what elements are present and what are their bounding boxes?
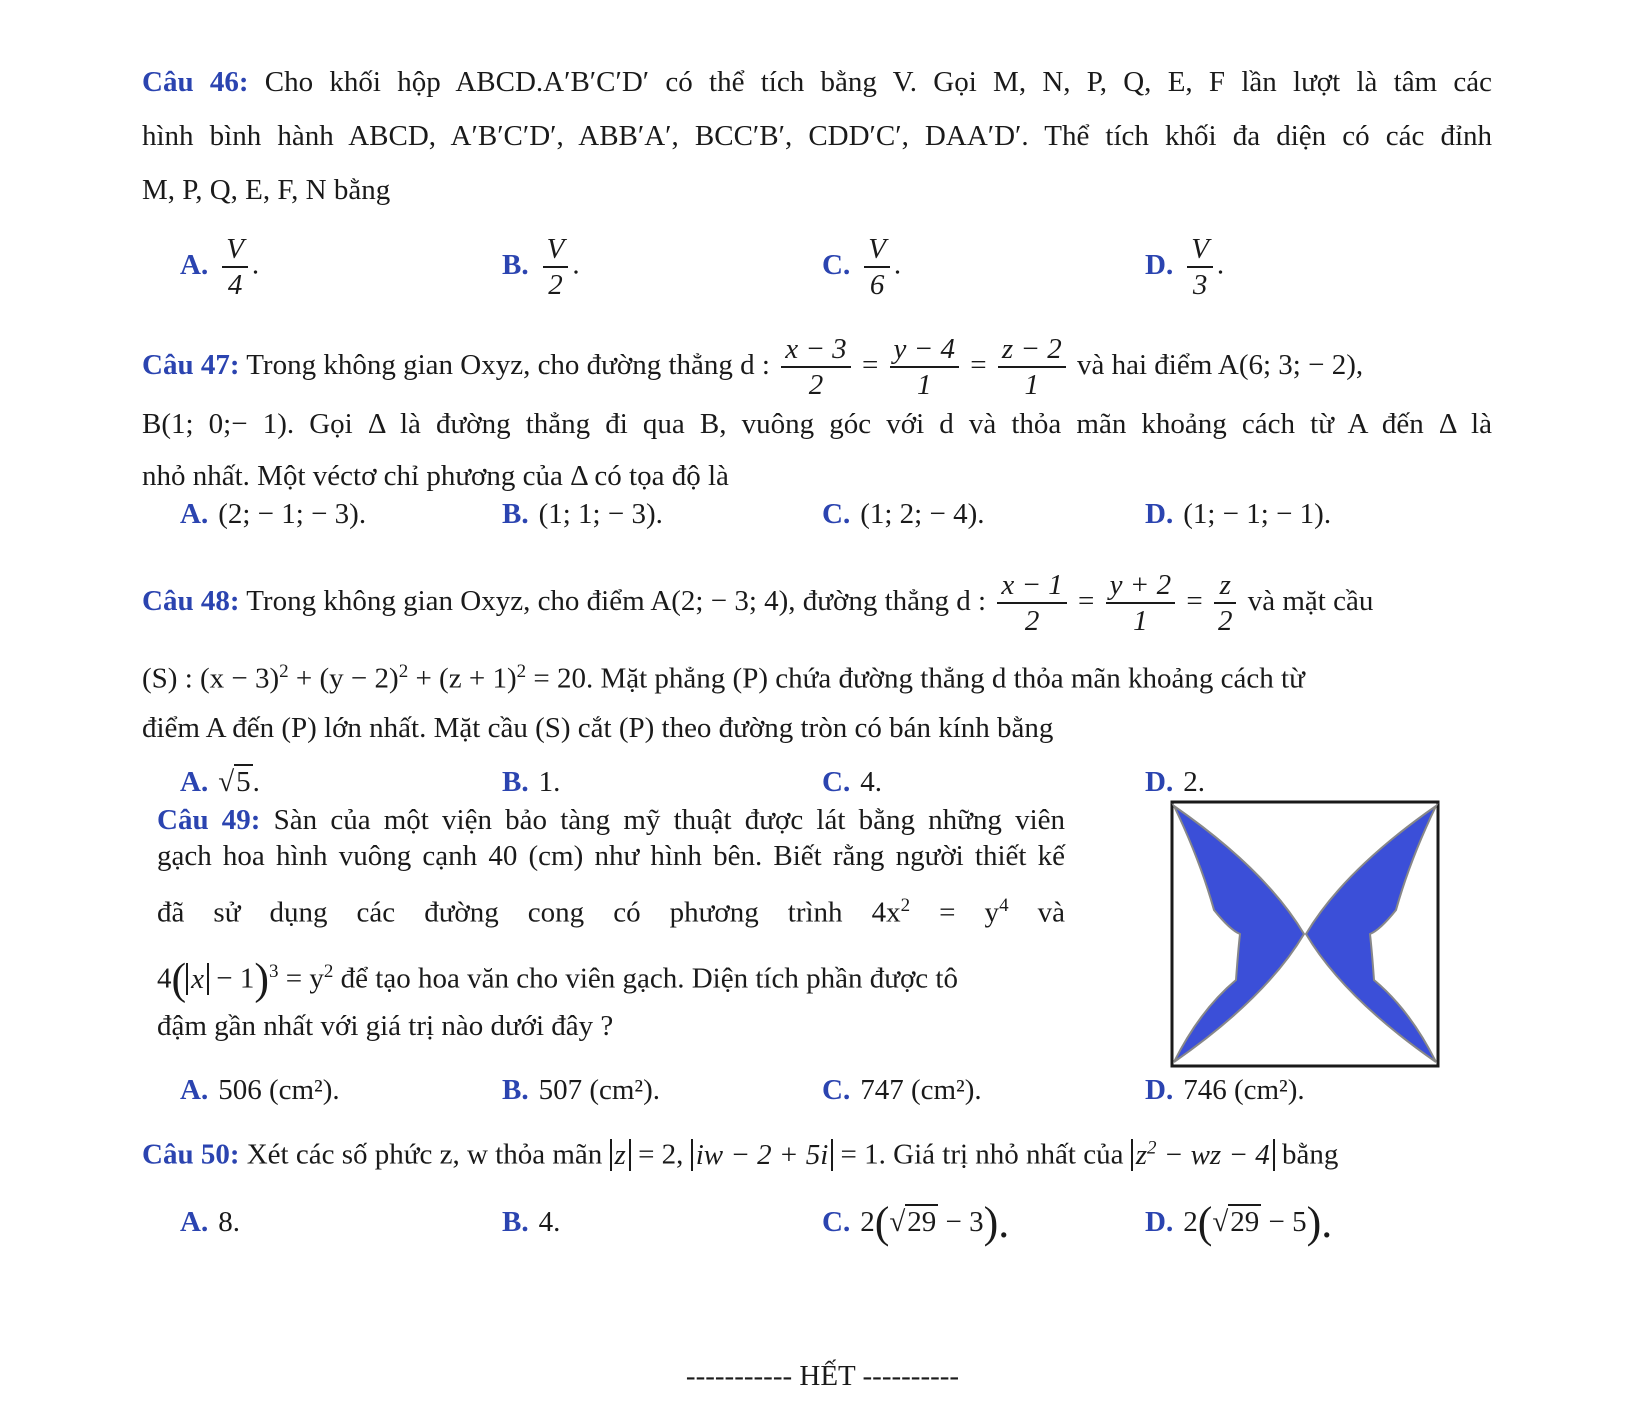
option-text: 8.: [218, 1206, 240, 1238]
q47-option-a[interactable]: [180, 496, 366, 532]
option-text: 746 (cm²).: [1183, 1074, 1305, 1106]
option-text: 2.: [1183, 766, 1205, 798]
q48-option-a[interactable]: [180, 764, 260, 800]
option-letter: C.: [822, 1074, 851, 1106]
q46-option-c[interactable]: C. $\frac{V}{6}$ .: [822, 233, 902, 301]
q49-eq2d: = y: [278, 962, 324, 995]
frac-den: 2: [1024, 605, 1040, 638]
option-letter: C.: [822, 498, 851, 530]
q50-option-c[interactable]: [822, 1198, 1010, 1247]
q50-abs3b: − wz − 4: [1156, 1138, 1270, 1171]
q47-option-c[interactable]: [822, 496, 985, 532]
q50-option-d[interactable]: [1145, 1198, 1333, 1247]
option-text: 4.: [860, 766, 882, 798]
q50-mid1: = 2,: [630, 1138, 691, 1171]
q49-option-a[interactable]: [180, 1072, 340, 1108]
q49-label: Câu 49:: [157, 804, 261, 836]
q47-line1: Câu 47: Trong không gian Oxyz, cho đường thẳng d : $\frac{x - 3}{2}$ = $\frac{y - 4}{1}$ = $\frac{z - 2}{1}$ và hai điểm A(6; 3; − 2),: [142, 333, 1364, 402]
q50-exp: 2: [1147, 1137, 1157, 1158]
option-letter: D.: [1145, 498, 1174, 530]
frac-num: V: [543, 232, 569, 268]
q50-label: Câu 50:: [142, 1138, 240, 1171]
q50-abs1: z: [610, 1139, 631, 1171]
q50-option-a[interactable]: [180, 1204, 240, 1240]
frac-den: 1: [1133, 605, 1148, 638]
q47-line2: B(1; 0;− 1). Gọi Δ là đường thẳng đi qua B, vuông góc với d và thỏa mãn khoảng cách từ A đến Δ là: [142, 408, 1492, 440]
q46-line3: M, P, Q, E, F, N bằng: [142, 174, 391, 206]
butterfly-tile-figure: [1170, 800, 1440, 1068]
option-letter: A.: [180, 1074, 209, 1106]
q48-line3: điểm A đến (P) lớn nhất. Mặt cầu (S) cắt (P) theo đường tròn có bán kính bằng: [142, 712, 1054, 744]
q49-line2: gạch hoa hình vuông cạnh 40 (cm) như hình bên. Biết rằng người thiết kế: [157, 840, 1065, 872]
option-letter: C.: [822, 766, 851, 798]
coef: 2: [1183, 1206, 1198, 1238]
option-text: (1; 1; − 3).: [538, 498, 663, 530]
q47-pre: Trong không gian Oxyz, cho đường thẳng d :: [246, 349, 770, 381]
option-letter: A.: [180, 766, 209, 798]
option-letter: D.: [1145, 248, 1174, 281]
option-letter: D.: [1145, 766, 1174, 798]
q46-option-a[interactable]: A. $\frac{V}{4}$ .: [180, 233, 260, 301]
option-letter: B.: [502, 766, 529, 798]
q49-exp: 4: [999, 895, 1009, 916]
q50-line1: [142, 1130, 1338, 1173]
q46-text1: Cho khối hộp ABCD.A′B′C′D′ có thể tích bằng V. Gọi M, N, P, Q, E, F lần lượt là tâm các: [264, 66, 1492, 98]
q48-option-d[interactable]: [1145, 764, 1205, 800]
q49-option-b[interactable]: [502, 1072, 660, 1108]
rparen: ).: [1306, 1198, 1333, 1247]
q49-eq2e: để tạo hoa văn cho viên gạch. Diện tích phần được tô: [333, 962, 958, 995]
q50-mid2: = 1. Giá trị nhỏ nhất của: [833, 1138, 1131, 1171]
q50-post: bằng: [1274, 1138, 1339, 1171]
frac-num: x − 1: [997, 568, 1066, 604]
q49-eq1c: và: [1008, 896, 1065, 929]
frac-num: V: [1187, 232, 1213, 268]
q46-label: Câu 46:: [142, 66, 249, 98]
frac-num: y − 4: [890, 332, 959, 368]
radicand: 5: [236, 766, 251, 798]
q49-exp: 2: [323, 961, 334, 982]
frac-den: 1: [1024, 369, 1040, 402]
frac-num: x − 3: [781, 332, 850, 368]
q48-option-c[interactable]: [822, 764, 882, 800]
option-text: 1.: [538, 766, 561, 798]
option-text: (2; − 1; − 3).: [218, 498, 367, 530]
sqrt-sign: √: [889, 1206, 906, 1238]
q48-eq-part: (S) : (x − 3): [142, 662, 280, 695]
q49-option-c[interactable]: [822, 1072, 982, 1108]
q49-option-d[interactable]: [1145, 1072, 1305, 1108]
frac-num: y + 2: [1106, 568, 1175, 604]
q50-option-b[interactable]: [502, 1204, 560, 1240]
q48-line2: [142, 654, 1492, 697]
q49-eq1a: đã sử dụng các đường cong có phương trình 4x: [157, 896, 901, 929]
option-letter: D.: [1145, 1074, 1174, 1106]
q49-text1: Sàn của một viện bảo tàng mỹ thuật được lát bằng những viên: [273, 804, 1066, 836]
rparen: ).: [983, 1198, 1010, 1247]
q50-abs3a: z: [1135, 1138, 1148, 1171]
option-letter: A.: [180, 1206, 209, 1238]
q48-line1: Câu 48: Trong không gian Oxyz, cho điểm A(2; − 3; 4), đường thẳng d : $\frac{x - 1}{2}$ = $\frac{y + 2}{1}$ = $\frac{z}{2}$ và mặt cầu: [142, 569, 1374, 638]
option-letter: B.: [502, 1074, 529, 1106]
q49-line3: [157, 888, 1065, 931]
option-letter: D.: [1145, 1206, 1174, 1238]
q50-pre: Xét các số phức z, w thỏa mãn: [246, 1138, 603, 1171]
option-tail: .: [252, 766, 260, 798]
option-text: (1; − 1; − 1).: [1183, 498, 1332, 530]
q47-post: và hai điểm A(6; 3; − 2),: [1076, 349, 1364, 381]
q47-line3: nhỏ nhất. Một véctơ chỉ phương của Δ có tọa độ là: [142, 460, 729, 492]
q48-label: Câu 48:: [142, 585, 240, 617]
q46-option-b[interactable]: B. $\frac{V}{2}$ .: [502, 233, 580, 301]
frac-num: z: [1214, 568, 1237, 604]
sqrt-sign: √: [1212, 1206, 1229, 1238]
option-letter: C.: [822, 248, 851, 281]
option-text: 4.: [538, 1206, 561, 1238]
q47-label: Câu 47:: [142, 349, 240, 381]
option-tail: − 5: [1261, 1206, 1307, 1238]
frac-num: V: [864, 232, 890, 268]
q47-option-d[interactable]: [1145, 496, 1331, 532]
q49-eq2b: x: [186, 963, 209, 995]
radicand: 29: [1230, 1206, 1260, 1238]
frac-den: 1: [917, 369, 932, 402]
q49-line5: đậm gần nhất với giá trị nào dưới đây ?: [157, 1010, 614, 1042]
option-letter: B.: [502, 248, 529, 281]
lparen: (: [1197, 1198, 1213, 1247]
q48-post: và mặt cầu: [1247, 585, 1374, 617]
option-letter: B.: [502, 1206, 529, 1238]
q48-exp: 2: [516, 661, 527, 682]
frac-den: 3: [1192, 269, 1208, 301]
option-letter: A.: [180, 248, 209, 281]
q49-line4: 4( $x - 1)^3 = y^2$ để tạo hoa văn cho viên gạch. Diện tích phần được tô: [157, 954, 958, 1004]
q46-option-d[interactable]: D. $\frac{V}{3}$ .: [1145, 233, 1225, 301]
q49-line1: [157, 802, 1065, 838]
lparen: (: [874, 1198, 890, 1247]
q49-eq1b: = y: [910, 896, 1000, 929]
coef: 2: [860, 1206, 875, 1238]
end-marker: ----------- HẾT ----------: [685, 1360, 960, 1392]
q48-eq-tail: = 20. Mặt phẳng (P) chứa đường thẳng d thỏa mãn khoảng cách từ: [526, 662, 1305, 695]
option-letter: C.: [822, 1206, 851, 1238]
q48-eq-part: + (y − 2): [288, 662, 399, 695]
frac-den: 2: [1217, 605, 1233, 638]
q49-eq2a: 4: [157, 962, 172, 995]
q49-eq2c: − 1: [209, 962, 255, 995]
option-text: 507 (cm²).: [538, 1074, 661, 1106]
option-text: 506 (cm²).: [218, 1074, 340, 1106]
option-tail: − 3: [938, 1206, 984, 1238]
sqrt-sign: √: [218, 766, 235, 798]
q49-exp: 2: [900, 895, 911, 916]
option-text: (1; 2; − 4).: [860, 498, 985, 530]
radicand: 29: [907, 1206, 937, 1238]
q46-line2: hình bình hành ABCD, A′B′C′D′, ABB′A′, BCC′B′, CDD′C′, DAA′D′. Thể tích khối đa diện có các đỉnh: [142, 120, 1492, 152]
frac-den: 2: [808, 369, 824, 402]
frac-den: 2: [548, 269, 563, 301]
option-letter: A.: [180, 498, 209, 530]
q48-eq-part: + (z + 1): [408, 662, 517, 695]
q46-line1: [142, 64, 1492, 100]
q48-exp: 2: [398, 661, 409, 682]
option-letter: B.: [502, 498, 529, 530]
q48-pre: Trong không gian Oxyz, cho điểm A(2; − 3; 4), đường thẳng d :: [246, 585, 987, 617]
frac-num: z − 2: [998, 332, 1066, 368]
q49-exp: 3: [269, 961, 279, 982]
q48-option-b[interactable]: [502, 764, 560, 800]
q47-option-b[interactable]: [502, 496, 663, 532]
frac-num: V: [222, 232, 248, 268]
frac-den: 4: [227, 269, 243, 301]
q48-exp: 2: [279, 661, 289, 682]
q50-abs2: iw − 2 + 5i: [691, 1139, 834, 1171]
frac-den: 6: [869, 269, 885, 301]
option-text: 747 (cm²).: [860, 1074, 982, 1106]
